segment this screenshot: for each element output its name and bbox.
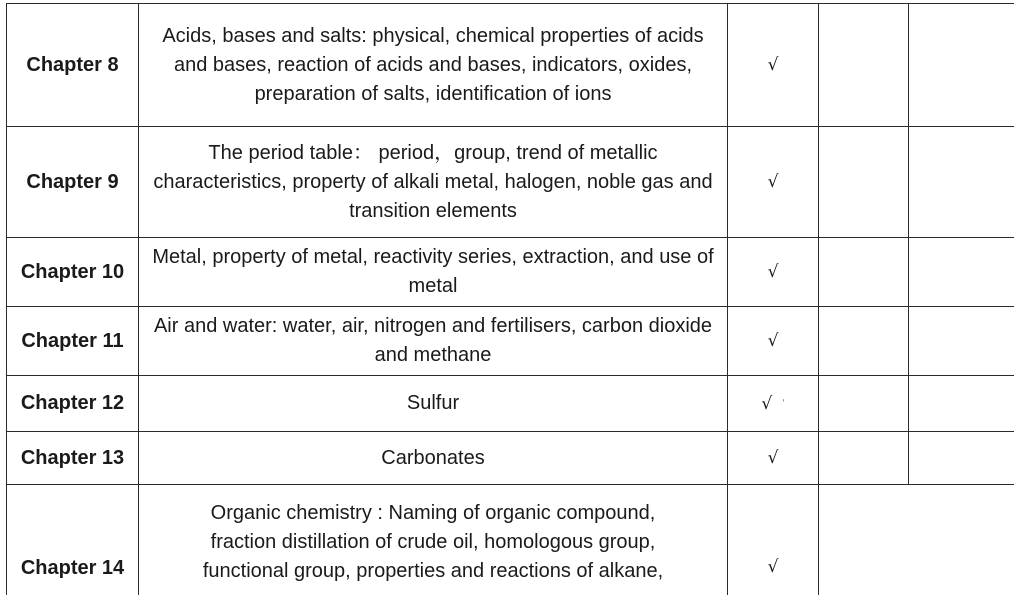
check-mark: √	[728, 485, 819, 595]
check-mark: √	[728, 238, 819, 307]
empty-cell	[909, 4, 1014, 127]
topic-line: fraction distillation of crude oil, homologous group,	[210, 531, 656, 553]
empty-cell	[819, 432, 909, 485]
empty-cell	[819, 485, 909, 595]
empty-cell	[819, 238, 909, 307]
table-row	[7, 485, 1014, 595]
check-mark: √	[761, 393, 773, 414]
chapter-topic: Acids, bases and salts: physical, chemical properties of acids and bases, reaction of acids and bases, indicators, oxides, preparation of salts, identification of ions	[139, 4, 728, 127]
empty-cell	[909, 238, 1014, 307]
empty-cell	[909, 307, 1014, 376]
empty-cell	[909, 432, 1014, 485]
chapter-label: Chapter 8	[7, 4, 139, 127]
chapter-label: Chapter 11	[7, 307, 139, 376]
empty-cell	[819, 4, 909, 127]
check-mark: √	[728, 127, 819, 238]
topic-line: Organic chemistry : Naming of organic compound,	[210, 502, 656, 524]
empty-cell	[819, 376, 909, 432]
chapter-topic: The period table： period，group, trend of metallic characteristics, property of alkali metal, halogen, noble gas and transition elements	[139, 127, 728, 238]
table-row	[7, 238, 1014, 307]
topic-line: functional group, properties and reactions of alkane,	[202, 560, 664, 582]
chapter-label: Chapter 14	[7, 485, 139, 595]
table-row	[7, 376, 1014, 432]
chapter-topic: Air and water: water, air, nitrogen and fertilisers, carbon dioxide and methane	[139, 307, 728, 376]
table-row	[7, 127, 1014, 238]
empty-cell	[909, 485, 1014, 595]
check-mark: √	[728, 432, 819, 485]
chapter-label: Chapter 10	[7, 238, 139, 307]
check-mark-cell	[728, 376, 819, 432]
chapter-topic: Metal, property of metal, reactivity series, extraction, and use of metal	[139, 238, 728, 307]
chapter-label: Chapter 12	[7, 376, 139, 432]
stray-mark: ˈ	[782, 398, 785, 409]
table-row	[7, 4, 1014, 127]
check-mark: √	[728, 307, 819, 376]
syllabus-table	[6, 3, 1014, 595]
empty-cell	[909, 376, 1014, 432]
chapter-topic: Carbonates	[139, 432, 728, 485]
empty-cell	[819, 127, 909, 238]
chapter-label: Chapter 9	[7, 127, 139, 238]
chapter-label: Chapter 13	[7, 432, 139, 485]
check-mark: √	[728, 4, 819, 127]
chapter-topic	[139, 485, 728, 595]
chapter-topic: Sulfur	[139, 376, 728, 432]
empty-cell	[819, 307, 909, 376]
table-row	[7, 432, 1014, 485]
empty-cell	[909, 127, 1014, 238]
table-row	[7, 307, 1014, 376]
